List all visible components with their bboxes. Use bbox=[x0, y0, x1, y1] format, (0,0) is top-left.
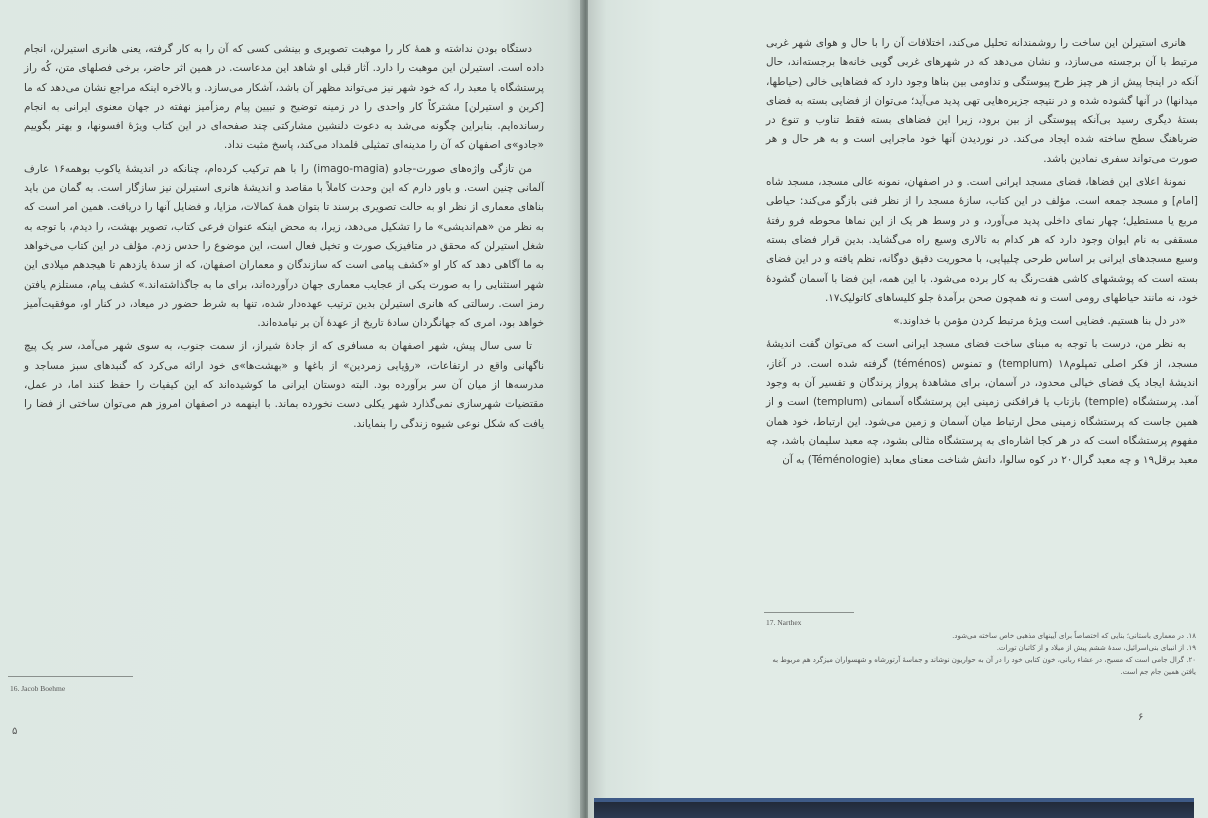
left-footnote: 16. Jacob Boehme bbox=[10, 684, 66, 693]
left-paragraph-3: تا سی سال پیش، شهر اصفهان به مسافری که از جادهٔ شیراز، از سمت جنوب، به سوی شهر می‌آمد، سر یک پیچ ناگهانی واقع در ارتفاعات، «رؤیایی زمردین» از باغها و «بهشت‌ها»ی خود ارائه می‌کرد که گنبدهای سبز مساجد و مدرسه‌ها از میان آن سر برآورده بود. البته دوستان ایرانی ما کوشیده‌اند که این کیفیات را حفظ کنند اما، در عمل، مقتضیات شهرسازی نمی‌گذارد شهر یکلی دست نخورده بماند. با اینهمه در اصفهان امروز هم می‌توان ساختی از فضا را یافت که شکل نوعی شیوه زندگی را بنمایاند. bbox=[24, 340, 544, 430]
left-footnote-rule bbox=[8, 676, 133, 677]
scanner-edge-highlight bbox=[594, 798, 1194, 802]
right-footnotes-persian bbox=[766, 630, 1196, 678]
right-paragraph-3: «در دل بنا هستیم. فضایی است ویژهٔ مرتبط کردن مؤمن با خداوند.» bbox=[893, 315, 1186, 328]
footnote-19: ۱۹. از انبیای بنی‌اسرائیل، سدهٔ ششم پیش از میلاد و از کاتبان تورات. bbox=[996, 644, 1196, 652]
right-footnote-rule bbox=[764, 612, 854, 613]
footnote-18: ۱۸. در معماری باستانی؛ بنایی که اختصاصاً برای آیینهای مذهبی خاص ساخته می‌شود. bbox=[952, 632, 1196, 640]
left-page-number: ۵ bbox=[12, 726, 18, 737]
right-page bbox=[588, 0, 1208, 818]
right-paragraph-4: به نظر من، درست با توجه به مبنای ساخت فضای مسجد ایرانی است که می‌توان گفت اندیشهٔ مسجد، از فکر اصلی تمپلوم۱۸ (templum) و تمنوس (téménos) گرفته شده است. در آغاز، اندیشهٔ ایجاد یک فضای خیالی محدود، در آسمان، برای مشاهدهٔ پرواز پرندگان و تفسیر آن به وجود آمد. پرستشگاه (temple) بازتاب یا فرافکنی زمینی این پرستشگاه آسمانی (templum) است و از همین جاست که پرستشگاه زمینی محل ارتباط میان آسمان و زمین می‌شود. این ارتباط، خود همان مفهوم پرستشگاه است که در هر کجا اشاره‌ای به پرستشگاه مثالی بشود، چه معبد سلیمان باشد، چه معبد برقل۱۹ و چه معبد گرال۲۰ در کوه سالوا، دانش شناخت معنای معابد (Téménologie) به آن bbox=[766, 338, 1199, 467]
left-page-body bbox=[24, 40, 544, 434]
left-paragraph-1: دستگاه بودن نداشته و همهٔ کار را موهبت تصویری و بینشی کسی که آن را به کار گرفته، یعنی هانری استیرلن، انجام داده است. استیرلن این موهبت را دارد. آثار قبلی او شاهد این مدعاست. در همین اثر حاضر، برخی فصلهای متن، کُه راز پرستشگاه یا معبد را، که خود شهر نیز می‌تواند مظهر آن باشد، آشکار می‌سازد. و بالاخره اینکه مراجع نشان می‌دهد که ما [کربن و استیرلن] مشترکاً کار واحدی را در زمینه توضیح و تبیین پیام رمزآمیز نهفته در جهان معنوی ایرانی به انجام رسانده‌ایم. بنابراین چگونه می‌شد به دعوت دلنشین مشارکتی چند صفحه‌ای در این کتاب ویژهٔ افسونها، و بهتر بگوییم «جادو»ی اصفهان که آن را مدینه‌ای تمثیلی قلمداد می‌کند، پاسخ مثبت نداد. bbox=[24, 43, 544, 152]
right-page-body bbox=[766, 34, 1198, 471]
right-footnote-latin: 17. Narthex bbox=[766, 618, 802, 627]
footnote-20: ۲۰. گرال جامی است که مسیح، در عشاء ربانی، خون کتابی خود را در آن به حواریون نوشاند و جماسهٔ آرتورشاه و شهسواران میزگرد هم مربوط به یافتن همین جام جم است. bbox=[772, 656, 1196, 676]
left-page bbox=[0, 0, 584, 818]
right-page-number: ۶ bbox=[1138, 712, 1144, 723]
right-paragraph-2: نمونهٔ اعلای این فضاها، فضای مسجد ایرانی است. و در اصفهان، نمونه عالی مسجد، مسجد شاه [امام] و مسجد جمعه است. مؤلف در این کتاب، سازهٔ مسجد را از نظر فنی بازگو می‌کند: حیاطی مربع یا مستطیل؛ چهار نمای داخلی پدید می‌آورد، و در وسط هر یک از این نماها محوطه فرو رفتهٔ مسقفی به نام ایوان وجود دارد که هر کدام به تالاری وسیع راه می‌گشاید. بدین قرار فضای بسته وسیع مسجدهای ایرانی بر اساس طرحی چلیپایی، با محوریت دقیق دوگانه، نظم یافته و در این فضای بسته است که پوششهای کاشی هفت‌رنگ به کار برده می‌شود. با این همه، این فضا با آسمان گشودهٔ خود، نه مانند حیاطهای رومی است و نه همچون صحن برآمدهٔ جلو کلیساهای کاتولیک۱۷. bbox=[766, 176, 1198, 304]
left-paragraph-2: من تازگی واژه‌های صورت-جادو (imago-magia) را با هم ترکیب کرده‌ام، چنانکه در اندیشهٔ یاکوب بوهمه۱۶ عارف آلمانی چنین است. و باور دارم که این وحدت کاملاً با مقاصد و اندیشهٔ هانری استیرلن نیز سازگار است. به گمان من باید بناهای معماری از نظر او به حالت تصویری برسند تا بتوان همهٔ کمالات، مزایا، و فضایل آنها را دریافت. همین امر است که به نظر من «هم‌اندیشی» ما را تشکیل می‌دهد، زیرا، به محض اینکه عنوان فرعی کتاب، تصویر بهشت، را دیدم، با توجه به شغل استیرلن که محقق در متافیزیک صورت و تخیل فعال است، این موضوع را حدس زدم. مؤلف در این کتاب می‌خواهد به ما آگاهی دهد که کار او «کشف پیامی است که سازندگان و معماران اصفهان، که از سدهٔ یازدهم تا هیجدهم میلادی این شهر استثنایی را به صورت یکی از عجایب معماری جهان درآورده‌اند، برای ما به جاگذاشته‌اند.» کشف پیام، مستلزم یافتن رمز است. رسالتی که هانری استیرلن بدین ترتیب عهده‌دار شده، تنها به شرط حضور در میعاد، در کنار او، موفقیت‌آمیز خواهد بود، امری که جهانگردان سادهٔ تاریخ از عهدهٔ آن بر نیامده‌اند. bbox=[24, 162, 544, 330]
right-paragraph-1: هانری استیرلن این ساخت را روشمندانه تحلیل می‌کند، اختلافات آن را با حال و هوای شهر غربی مرتبط با آن برجسته می‌سازد، و نشان می‌دهد که در شهرهای غربی گویی خانه‌ها برجسته‌اند، حال آنکه در اینجا پیش از هر چیز طرح پیوستگی و تداومی بین بناها وجود دارد که فضاهایی خالی (حیاطها، میدانها) در آنها گشوده شده و در نتیجه جزیره‌هایی تهی پدید می‌آید؛ می‌توان از فضایی بسته به فضای بستهٔ دیگری رسید بی‌آنکه پیوستگی از بین برود، زیرا این فضاهای بسته فقط تناوب و تنوع در ضرباهنگ سطح ساخته شده ایجاد می‌کند. در نوردیدن آنها خود ماجرایی است و به هر حال و هر صورت می‌تواند سفری نمادین باشد. bbox=[766, 37, 1198, 165]
